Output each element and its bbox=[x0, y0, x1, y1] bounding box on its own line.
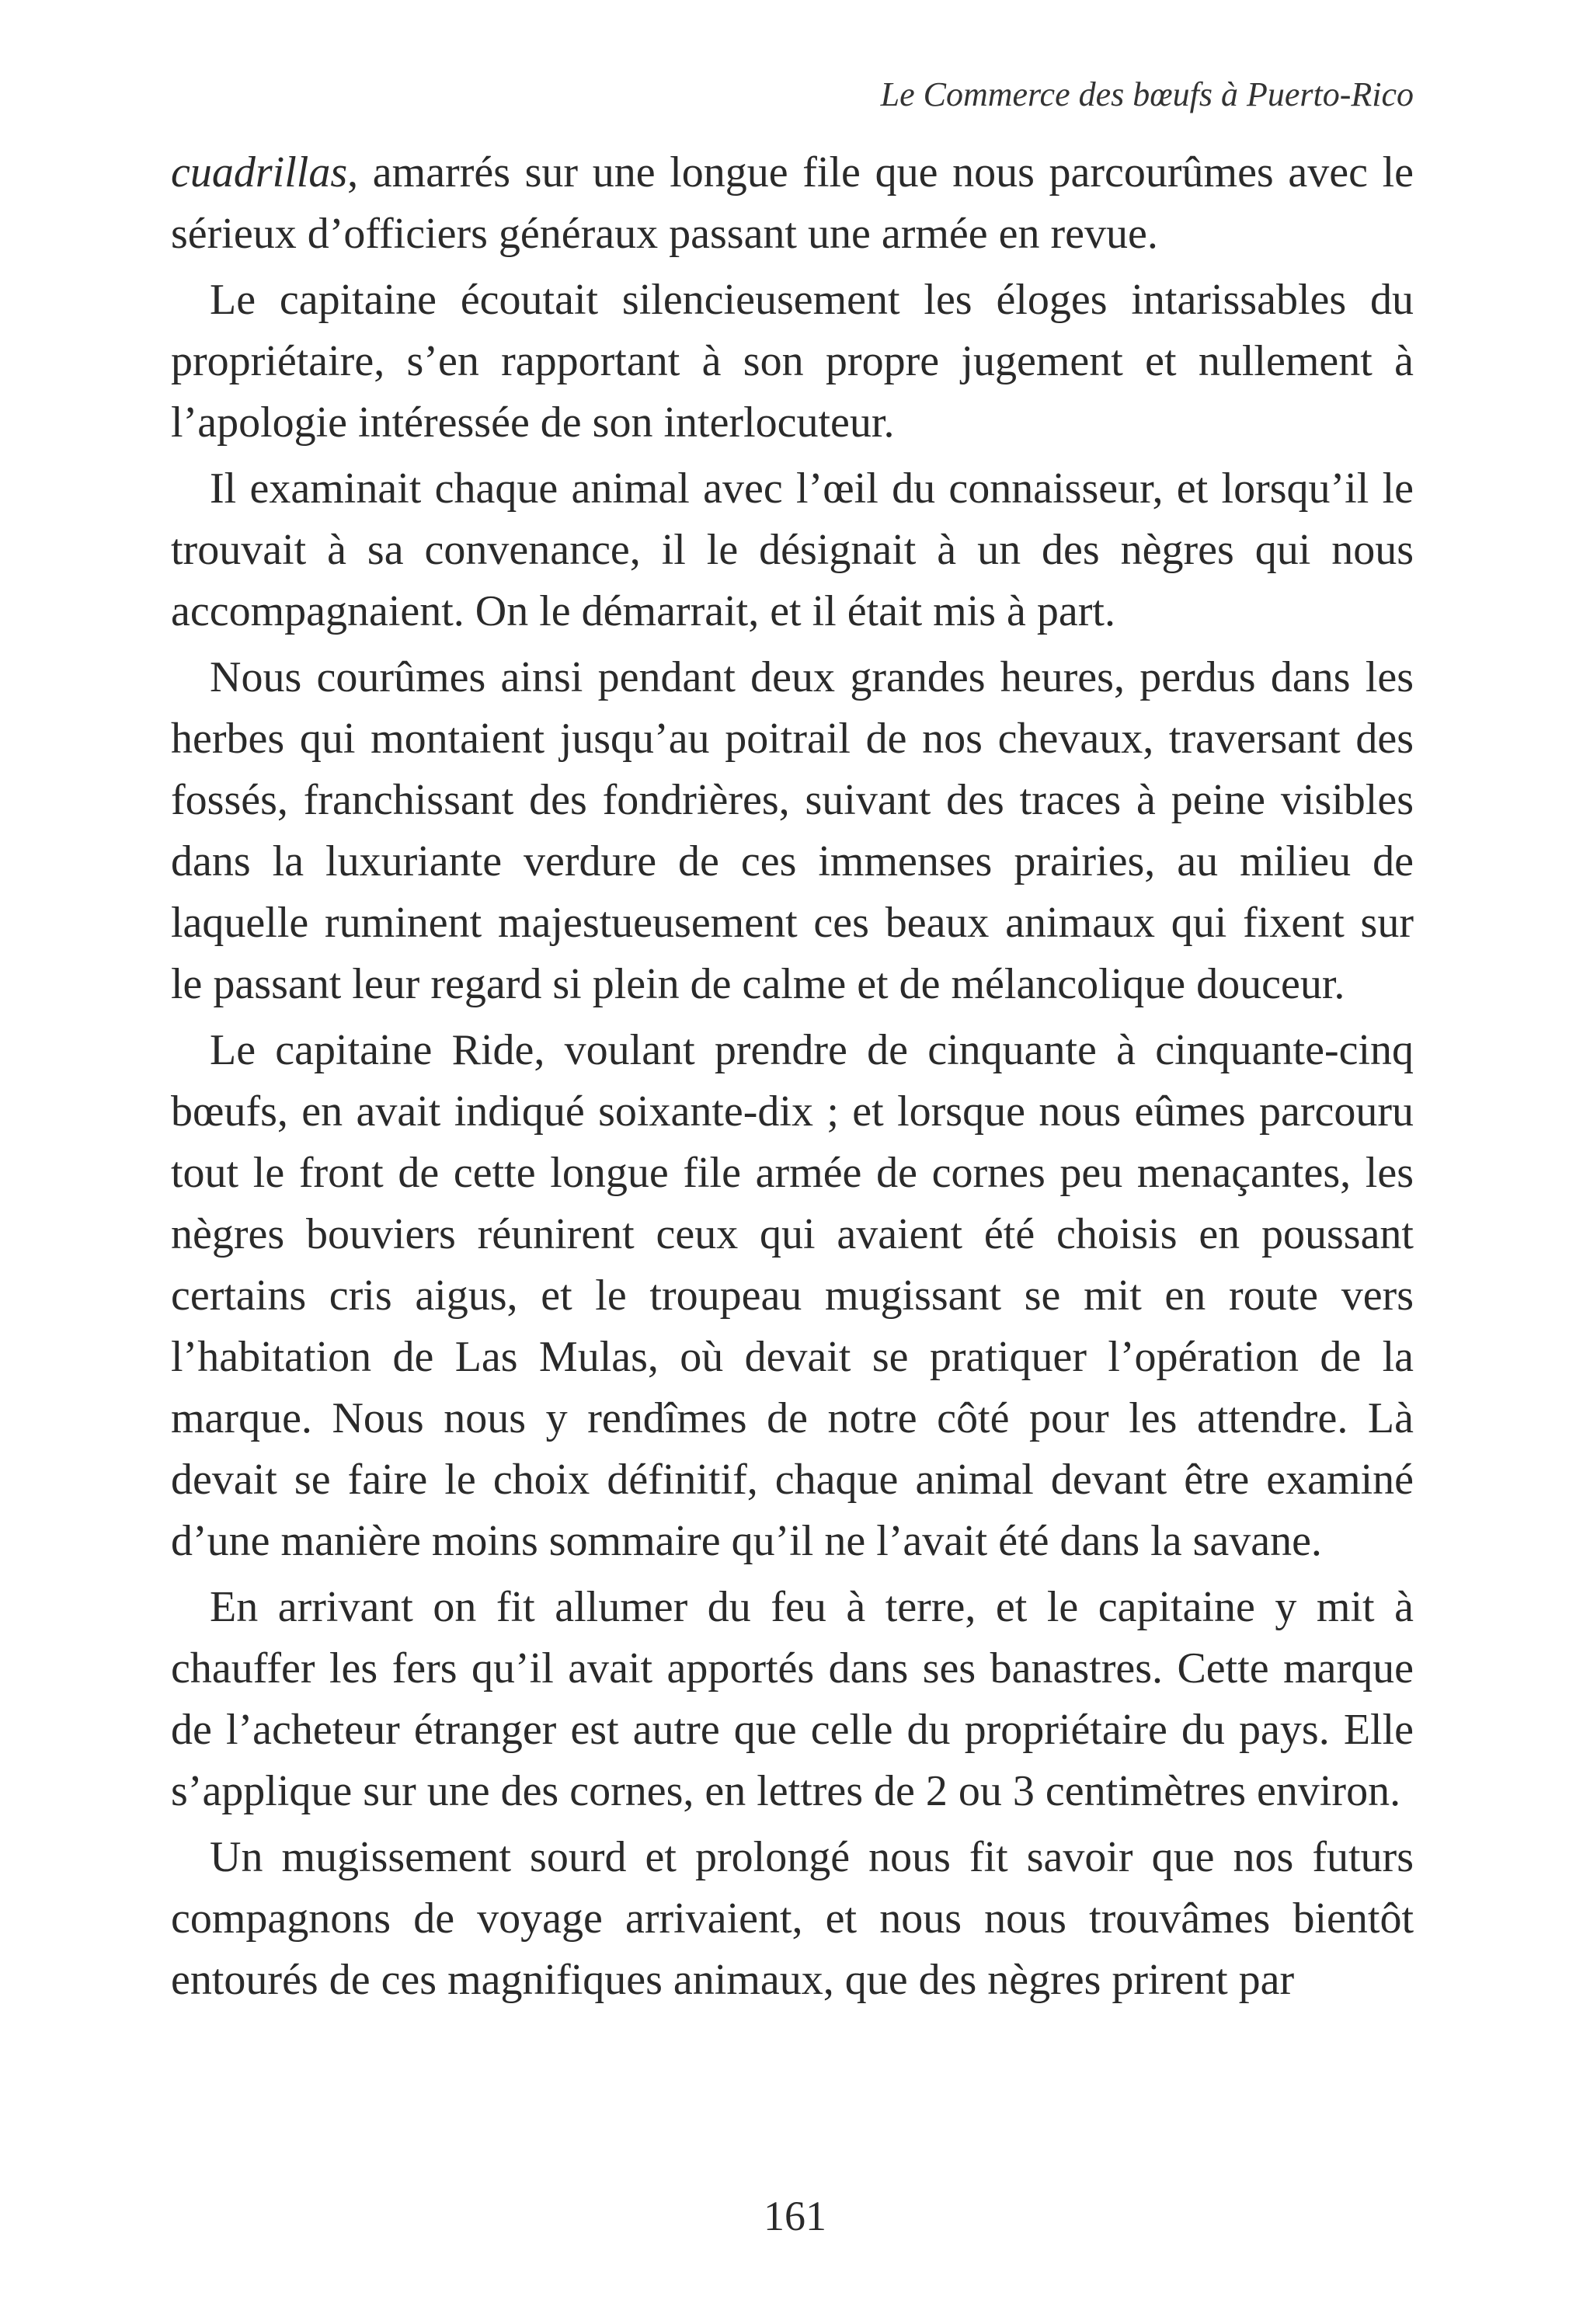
paragraph-1 bbox=[171, 142, 1414, 265]
paragraph-6: En arrivant on fit allumer du feu à terre, et le capitaine y mit à chauffer les fers qu’il avait apportés dans ses banastres. Cette marque de l’acheteur étranger est autre que celle du propriétaire du pays. Elle s’applique sur une des cornes, en lettres de 2 ou 3 centimètres environ. bbox=[171, 1583, 1414, 1815]
running-head: Le Commerce des bœufs à Puerto-Rico bbox=[880, 75, 1414, 113]
paragraph-2: Le capitaine écoutait silencieusement les éloges intarissables du propriétaire, s’en rapportant à son propre jugement et nullement à l’apologie intéressée de son interlocuteur. bbox=[171, 276, 1414, 447]
paragraph-text: , amarrés sur une longue file que nous parcourûmes avec le sérieux d’officiers généraux passant une armée en revue. bbox=[171, 148, 1414, 258]
italic-term: cuadrillas bbox=[171, 148, 348, 197]
body-text bbox=[171, 142, 1414, 2011]
paragraph-3: Il examinait chaque animal avec l’œil du connaisseur, et lorsqu’il le trouvait à sa convenance, il le désignait à un des nègres qui nous accompagnaient. On le démarrait, et il était mis à part. bbox=[171, 464, 1414, 635]
paragraph-5: Le capitaine Ride, voulant prendre de cinquante à cinquante-cinq bœufs, en avait indiqué soixante-dix ; et lorsque nous eûmes parcouru tout le front de cette longue file armée de cornes peu menaçantes, les nègres bouviers réunirent ceux qui avaient été choisis en poussant certains cris aigus, et le troupeau mugissant se mit en route vers l’habitation de Las Mulas, où devait se pratiquer l’opération de la marque. Nous nous y rendîmes de notre côté pour les attendre. Là devait se faire le choix définitif, chaque animal devant être examiné d’une manière moins sommaire qu’il ne l’avait été dans la savane. bbox=[171, 1026, 1414, 1565]
paragraph-4: Nous courûmes ainsi pendant deux grandes heures, perdus dans les herbes qui montaient jusqu’au poitrail de nos chevaux, traversant des fossés, franchissant des fondrières, suivant des traces à peine visibles dans la luxuriante verdure de ces immenses prairies, au milieu de laquelle ruminent majestueusement ces beaux animaux qui fixent sur le passant leur regard si plein de calme et de mélancolique douceur. bbox=[171, 653, 1414, 1008]
page-number: 161 bbox=[764, 2193, 826, 2239]
paragraph-7: Un mugissement sourd et prolongé nous fit savoir que nos futurs compagnons de voyage arrivaient, et nous nous trouvâmes bientôt entourés de ces magnifiques animaux, que des nègres prirent par bbox=[171, 1833, 1414, 2004]
